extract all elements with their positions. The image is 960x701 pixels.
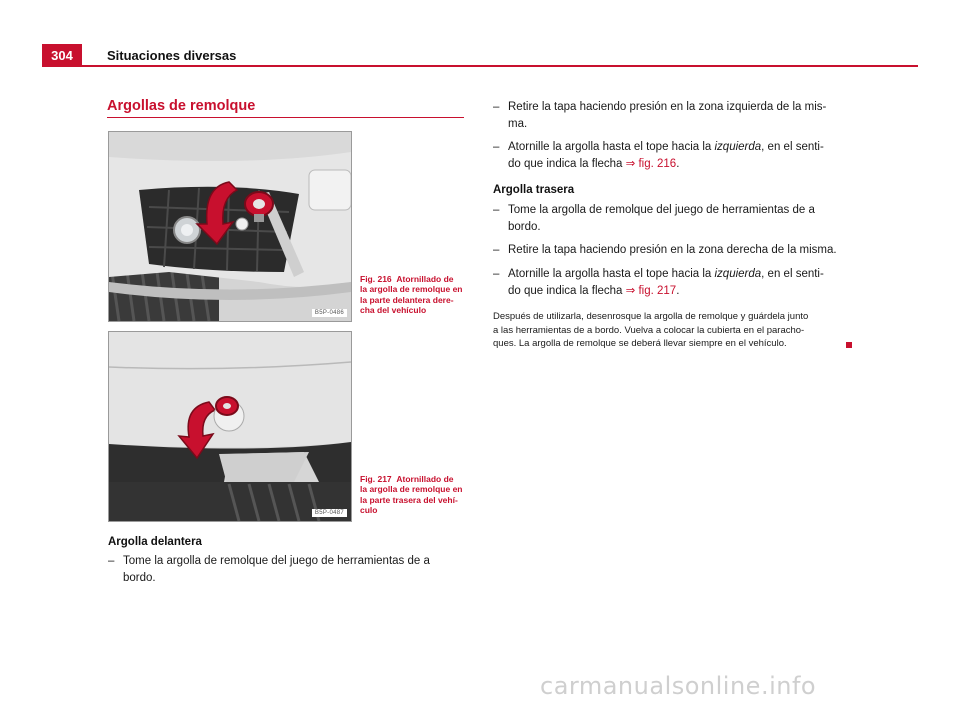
header-title: Situaciones diversas [107, 48, 237, 63]
caption-line: Atornillado de [396, 274, 454, 284]
direction-emphasis: izquierda [714, 141, 762, 153]
front-bumper-illustration [109, 132, 351, 321]
rear-bumper-illustration [109, 332, 351, 521]
figure-rear-tow-eye [108, 331, 352, 522]
step-line: bordo. [123, 572, 156, 584]
caption-line: Atornillado de [396, 474, 454, 484]
note-line: a las herramientas de a bordo. Vuelva a colocar la cubierta en el paracho- [493, 324, 805, 336]
step-dash: – [493, 268, 500, 280]
section-rule [107, 117, 464, 118]
rear-step-1 [493, 202, 873, 236]
figure-217-caption [360, 474, 470, 515]
storage-note [493, 310, 873, 351]
direction-emphasis: izquierda [714, 268, 762, 280]
step-line: Tome la argolla de remolque del juego de herramientas de a [508, 204, 815, 216]
step-dash: – [493, 204, 500, 216]
caption-line: la argolla de remolque en [360, 484, 463, 495]
step-line: Tome la argolla de remolque del juego de herramientas de a [123, 555, 430, 567]
front-step-3: – Atornille la argolla hasta el tope hacia la izquierda, en el senti- do que indica la flecha ⇒ fig. 216. [493, 141, 824, 170]
step-dash: – [108, 555, 115, 567]
figure-217-number: Fig. 217 [360, 474, 392, 484]
caption-line: la parte trasera del vehí- [360, 494, 458, 505]
caption-line: la argolla de remolque en [360, 284, 463, 295]
rear-eye-heading: Argolla trasera [493, 184, 575, 196]
step-dash: – [493, 244, 500, 256]
rear-step-2 [493, 242, 873, 259]
figure-code: B5P-0487 [312, 509, 347, 517]
section-title: Argollas de remolque [107, 98, 256, 114]
step-line: bordo. [508, 221, 541, 233]
figure-216-number: Fig. 216 [360, 274, 392, 284]
step-dash: – [493, 101, 500, 113]
caption-line: culo [360, 504, 378, 515]
step-dash: – [493, 141, 500, 153]
figure-217-link[interactable]: ⇒ fig. 217 [625, 285, 677, 297]
step-line: Retire la tapa haciendo presión en la zona derecha de la misma. [508, 244, 837, 256]
caption-line: cha del vehículo [360, 304, 427, 315]
rear-step-3: – Atornille la argolla hasta el tope hacia la izquierda, en el senti- do que indica la flecha ⇒ fig. 217. [493, 268, 824, 297]
page-number: 304 [42, 44, 82, 66]
watermark: carmanualsonline.info [540, 672, 817, 700]
front-step-2 [493, 99, 873, 133]
section-end-marker [846, 342, 852, 348]
figure-216-caption [360, 274, 470, 315]
figure-216-link[interactable]: ⇒ fig. 216 [625, 158, 677, 170]
figure-code: B5P-0486 [312, 309, 347, 317]
note-line: Después de utilizarla, desenrosque la argolla de remolque y guárdela junto [493, 311, 809, 322]
step-line: ma. [508, 118, 528, 130]
front-step-1 [108, 553, 468, 587]
front-eye-heading: Argolla delantera [108, 536, 202, 548]
step-line: Retire la tapa haciendo presión en la zona izquierda de la mis- [508, 101, 827, 113]
note-line: ques. La argolla de remolque se deberá llevar siempre en el vehículo. [493, 338, 787, 349]
header-rule [42, 65, 918, 67]
figure-front-tow-eye [108, 131, 352, 322]
caption-line: la parte delantera dere- [360, 294, 454, 305]
